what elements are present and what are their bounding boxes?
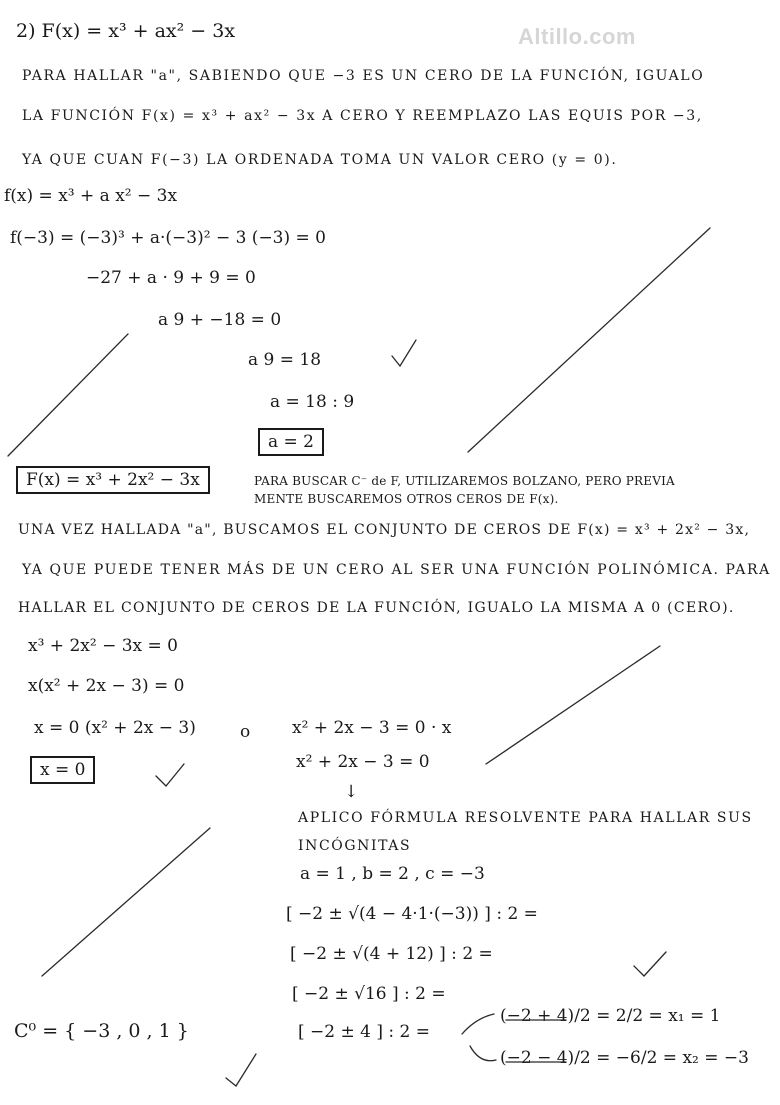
equation-f-minus3: f(−3) = (−3)³ + a·(−3)² − 3 (−3) = 0: [10, 228, 327, 248]
formula-step-3: [ −2 ± √16 ] : 2 =: [292, 984, 446, 1004]
result-x0-box: x = 0: [30, 756, 95, 784]
checkmark-icon-1: [392, 340, 416, 366]
down-arrow-icon: ↓: [344, 782, 359, 802]
result-a-box: a = 2: [258, 428, 324, 456]
zeros-set: C⁰ = { −3 , 0 , 1 }: [14, 1020, 189, 1042]
root-x1: (−2 + 4)/2 = 2/2 = x₁ = 1: [500, 1006, 721, 1026]
text-line-5: YA QUE PUEDE TENER MÁS DE UN CERO AL SER UNA FUNCIÓN POLINÓMICA. PARA: [22, 562, 771, 578]
coefficients: a = 1 , b = 2 , c = −3: [300, 864, 485, 884]
bolzano-note-line-1: PARA BUSCAR C⁻ de F, UTILIZAREMOS BOLZANO, PERO PREVIA: [254, 474, 675, 488]
branch-arrow-2: [470, 1046, 496, 1061]
checkmark-icon-2: [156, 764, 184, 786]
equation-step-3: a 9 = 18: [248, 350, 322, 370]
equation-step-1: −27 + a · 9 + 9 = 0: [86, 268, 256, 288]
or-connector: o: [240, 722, 251, 742]
root-x2: (−2 − 4)/2 = −6/2 = x₂ = −3: [500, 1048, 749, 1068]
watermark-logo: Altillo.com: [518, 24, 636, 49]
diagonal-slash-2: [468, 228, 710, 452]
equation-quadratic: x² + 2x − 3 = 0: [296, 752, 430, 772]
checkmark-icon-4: [226, 1054, 256, 1086]
checkmark-icon-3: [634, 952, 666, 976]
formula-step-4: [ −2 ± 4 ] : 2 =: [298, 1022, 430, 1042]
equation-factored: x(x² + 2x − 3) = 0: [28, 676, 185, 696]
equation-step-4: a = 18 : 9: [270, 392, 355, 412]
text-line-1: PARA HALLAR "a", SABIENDO QUE −3 ES UN CERO DE LA FUNCIÓN, IGUALO: [22, 68, 705, 84]
equation-split-right: x² + 2x − 3 = 0 · x: [292, 718, 452, 738]
resolvent-note-line-2: INCÓGNITAS: [298, 838, 412, 854]
diagonal-slash-4: [42, 828, 210, 976]
formula-step-2: [ −2 ± √(4 + 12) ] : 2 =: [290, 944, 493, 964]
equation-polynomial: x³ + 2x² − 3x = 0: [28, 636, 178, 656]
equation-fx: f(x) = x³ + a x² − 3x: [4, 186, 178, 206]
branch-arrow-1: [462, 1014, 494, 1034]
text-line-6: HALLAR EL CONJUNTO DE CEROS DE LA FUNCIÓN, IGUALO LA MISMA A 0 (CERO).: [18, 600, 735, 616]
text-line-2: LA FUNCIÓN F(x) = x³ + ax² − 3x A CERO Y REEMPLAZO LAS EQUIS POR −3,: [22, 108, 703, 124]
function-result-box: F(x) = x³ + 2x² − 3x: [16, 466, 210, 494]
diagonal-slash-1: [8, 334, 128, 456]
diagonal-slash-3: [486, 646, 660, 764]
exercise-heading: 2) F(x) = x³ + ax² − 3x: [16, 20, 236, 42]
bolzano-note-line-2: MENTE BUSCAREMOS OTROS CEROS DE F(x).: [254, 492, 559, 506]
equation-split-left: x = 0 (x² + 2x − 3): [34, 718, 196, 738]
equation-step-2: a 9 + −18 = 0: [158, 310, 282, 330]
text-line-4: UNA VEZ HALLADA "a", BUSCAMOS EL CONJUNTO DE CEROS DE F(x) = x³ + 2x² − 3x,: [18, 522, 751, 538]
formula-step-1: [ −2 ± √(4 − 4·1·(−3)) ] : 2 =: [286, 904, 538, 924]
text-line-3: YA QUE CUAN F(−3) LA ORDENADA TOMA UN VALOR CERO (y = 0).: [22, 152, 618, 168]
resolvent-note-line-1: APLICO FÓRMULA RESOLVENTE PARA HALLAR SUS: [298, 810, 753, 826]
